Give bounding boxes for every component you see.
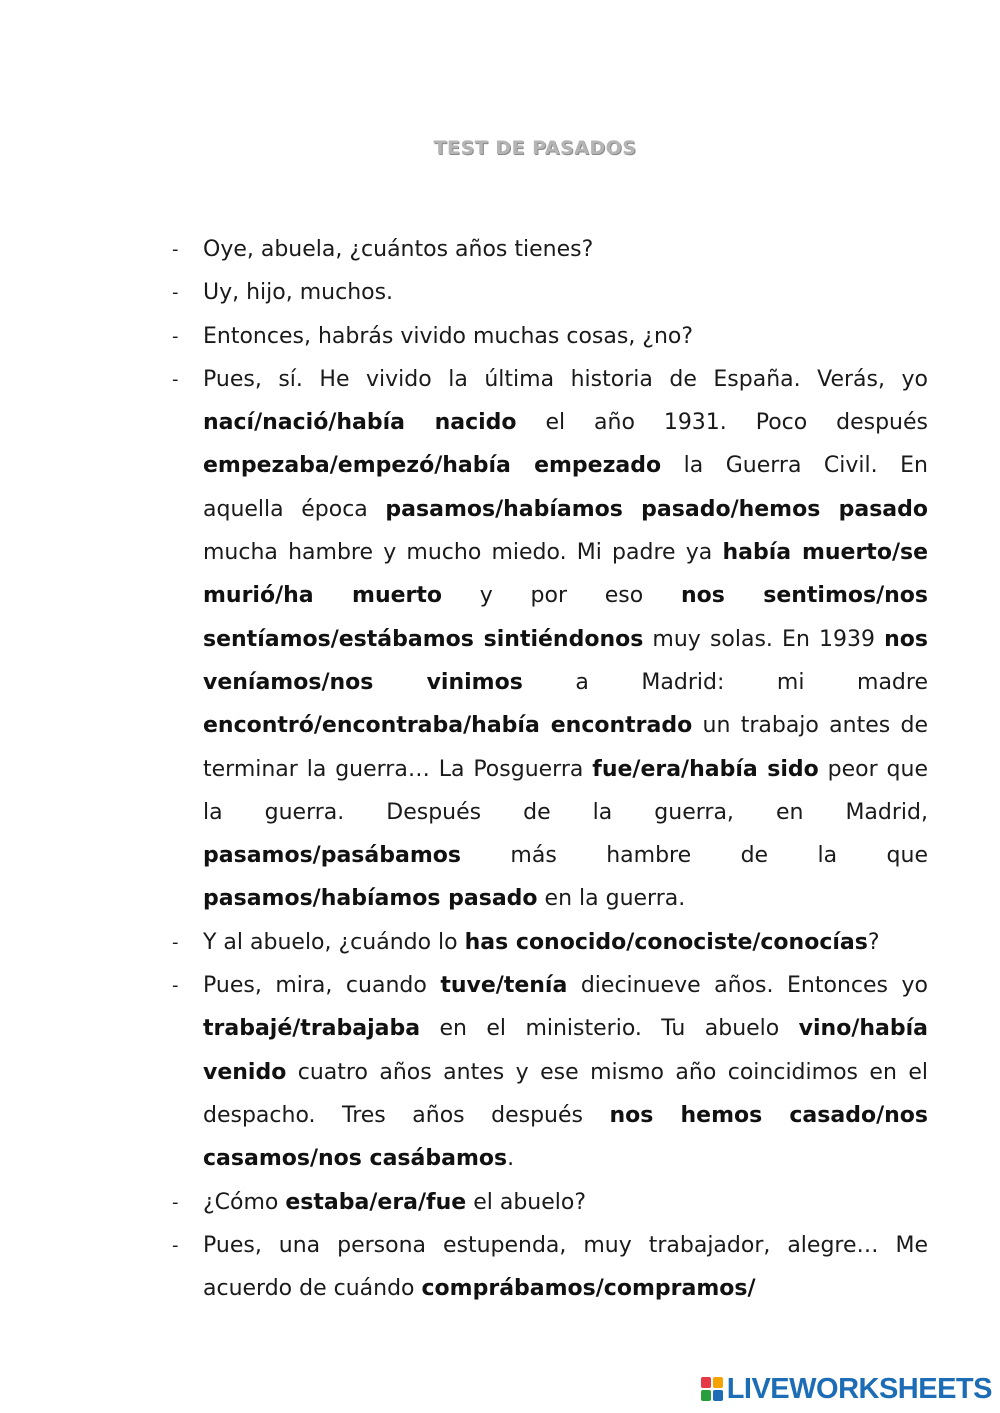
dialogue-line <box>168 228 928 271</box>
line-text: ¿Cómo <box>203 1189 286 1215</box>
line-text: a Madrid: mi madre <box>522 669 928 695</box>
line-text: el año 1931. Poco después <box>516 410 928 436</box>
line-text: Pues, sí. He vivido la última historia de España. Verás, yo <box>203 366 928 392</box>
line-text: la Guerra Civil. En aquella época <box>203 453 928 522</box>
line-text: y por eso <box>442 583 681 609</box>
logo-square-yellow <box>713 1377 723 1388</box>
line-text: Entonces, habrás vivido muchas cosas, ¿no? <box>203 323 694 349</box>
line-text: mucha hambre y mucho miedo. Mi padre ya <box>203 540 723 566</box>
dialogue-line <box>168 271 928 314</box>
logo-mark-icon <box>701 1377 723 1401</box>
line-text: más hambre de la que <box>460 843 928 869</box>
line-text: en el ministerio. Tu abuelo <box>420 1016 799 1042</box>
verb-options: había muerto/se murió/ha muerto <box>203 540 928 609</box>
verb-options: pasamos/habíamos pasado <box>203 886 538 912</box>
verb-options: empezaba/empezó/había empezado <box>203 453 662 479</box>
line-text: en la guerra. <box>537 886 686 912</box>
verb-options: trabajé/trabajaba <box>203 1016 421 1042</box>
verb-options: tuve/tenía <box>440 973 568 999</box>
verb-options: pasamos/habíamos pasado/hemos pasado <box>385 496 928 522</box>
verb-options: nos veníamos/nos vinimos <box>203 626 928 695</box>
verb-options: pasamos/pasábamos <box>203 843 461 869</box>
line-text: Y al abuelo, ¿cuándo lo <box>203 929 465 955</box>
verb-options: nací/nació/había nacido <box>203 410 517 436</box>
logo-square-green <box>701 1390 711 1401</box>
dash-bullet: - <box>172 282 179 304</box>
verb-options: encontró/encontraba/había encontrado <box>203 713 693 739</box>
dialogue-line <box>168 358 928 921</box>
line-text: Pues, una persona estupenda, muy trabajador, alegre… Me acuerdo de cuándo <box>203 1232 928 1302</box>
verb-options: vino/había venido <box>203 1016 928 1085</box>
dialogue-line <box>168 964 928 1180</box>
line-text: peor que la guerra. Después de la guerra, en Madrid, <box>203 756 928 825</box>
logo-square-red <box>701 1377 711 1388</box>
dialogue-line <box>168 921 928 964</box>
dash-bullet: - <box>172 239 179 260</box>
dialogue-list <box>168 228 928 1310</box>
line-text: cuatro años antes y ese mismo año coincidimos en el despacho. Tres años después <box>203 1059 928 1128</box>
line-text: . <box>507 1146 515 1172</box>
dash-bullet: - <box>172 368 179 390</box>
line-text: Oye, abuela, ¿cuántos años tienes? <box>203 237 594 262</box>
line-text: ? <box>867 929 880 955</box>
dash-bullet: - <box>172 931 179 953</box>
logo-square-blue <box>713 1390 723 1401</box>
dialogue-line <box>168 315 928 358</box>
line-text: diecinueve años. Entonces yo <box>567 973 928 999</box>
line-text: un trabajo antes de terminar la guerra… La Posguerra <box>203 713 928 782</box>
verb-options: nos hemos casado/nos casamos/nos casábamos <box>203 1102 928 1172</box>
dialogue-line <box>168 1181 928 1224</box>
dash-bullet: - <box>172 325 179 347</box>
logo-text: LIVEWORKSHEETS <box>726 1372 992 1405</box>
line-text: Pues, mira, cuando <box>203 973 441 999</box>
verb-options: estaba/era/fue <box>285 1189 467 1215</box>
dash-bullet: - <box>172 1191 179 1213</box>
verb-options: nos sentimos/nos sentíamos/estábamos sintiéndonos <box>203 583 929 652</box>
line-text: el abuelo? <box>466 1189 587 1215</box>
line-text: Uy, hijo, muchos. <box>203 280 394 306</box>
dash-bullet: - <box>172 975 179 997</box>
line-text: muy solas. En 1939 <box>643 626 885 652</box>
verb-options: has conocido/conociste/conocías <box>464 929 868 955</box>
dash-bullet: - <box>172 1234 179 1256</box>
dialogue-line <box>168 1224 928 1311</box>
liveworksheets-logo <box>701 1369 992 1409</box>
verb-options: fue/era/había sido <box>592 756 819 782</box>
verb-options: comprábamos/compramos/ <box>421 1276 756 1302</box>
page-title: TEST DE PASADOS <box>433 137 637 159</box>
